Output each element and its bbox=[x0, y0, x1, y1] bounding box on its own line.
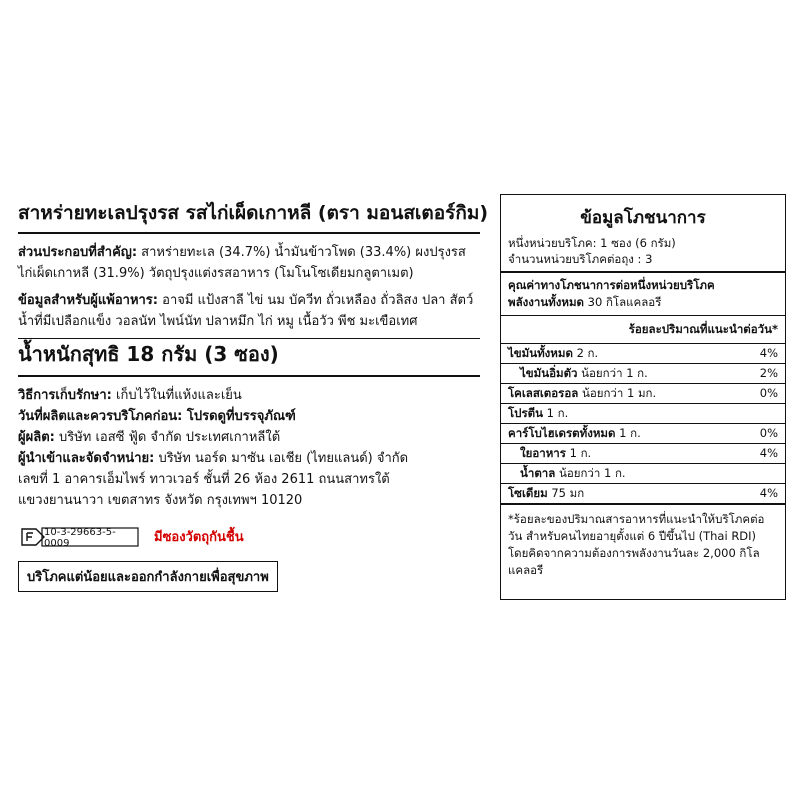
manufacturer-row bbox=[18, 427, 480, 448]
health-slogan: บริโภคแต่น้อยและออกกำลังกายเพื่อสุขภาพ bbox=[18, 561, 278, 592]
license-row bbox=[18, 525, 480, 549]
nutrient-row-protein bbox=[501, 403, 785, 423]
nutrient-row-carbohydrate bbox=[501, 423, 785, 443]
nutrient-label: โซเดียม bbox=[508, 486, 548, 500]
net-weight: น้ำหนักสุทธิ 18 กรัม (3 ซอง) bbox=[18, 342, 279, 366]
allergy-text: อาจมี แป้งสาลี ไข่ นม บัควีท ถั่วเหลือง ถั่วลิสง ปลา สัตว์น้ำที่มีเปลือกแข็ง วอลนัท ไพน์นัท ปลาหมึก ไก่ หมู เนื้อวัว พีช มะเขือเทศ bbox=[18, 292, 474, 329]
ingredients bbox=[18, 242, 480, 284]
nutrient-label: ใยอาหาร bbox=[520, 446, 566, 460]
energy-row bbox=[508, 294, 778, 311]
nutrient-value: น้อยกว่า 1 มก. bbox=[578, 386, 657, 400]
rdi-footnote: *ร้อยละของปริมาณสารอาหารที่แนะนำให้บริโภคต่อวัน สำหรับคนไทยอายุตั้งแต่ 6 ปีขึ้นไป (Thai RDI) โดยคิดจากความต้องการพลังงานวันละ 2,000 กิโลแคลอรี bbox=[508, 511, 765, 577]
fda-license-mark bbox=[18, 525, 140, 549]
energy-block bbox=[501, 273, 785, 315]
energy-label: พลังงานทั้งหมด bbox=[508, 294, 585, 309]
nutrient-label: โคเลสเตอรอล bbox=[508, 386, 579, 400]
nutrient-value: น้อยกว่า 1 ก. bbox=[555, 466, 626, 480]
dates-row bbox=[18, 406, 480, 427]
nutrient-value: น้อยกว่า 1 ก. bbox=[577, 366, 648, 380]
divider bbox=[18, 232, 480, 234]
nutrient-value: 1 ก. bbox=[565, 446, 592, 460]
product-info bbox=[18, 200, 489, 592]
manufacturer-label: ผู้ผลิต: bbox=[18, 429, 55, 445]
allergy-info bbox=[18, 290, 480, 332]
product-details bbox=[18, 385, 480, 511]
nutrient-percent: 4% bbox=[759, 346, 778, 360]
serving-size: หนึ่งหน่วยบริโภค: 1 ซอง (6 กรัม) bbox=[508, 236, 676, 250]
nutrient-label: คาร์โบไฮเดรตทั้งหมด bbox=[508, 426, 616, 440]
nutrient-row-total-fat bbox=[501, 343, 785, 363]
nutrient-row-cholesterol bbox=[501, 383, 785, 403]
allergy-label: ข้อมูลสำหรับผู้แพ้อาหาร: bbox=[18, 292, 158, 308]
dates-text: โปรดดูที่บรรจุภัณฑ์ bbox=[182, 408, 296, 424]
nutrient-percent: 4% bbox=[759, 446, 778, 460]
importer-label: ผู้นำเข้าและจัดจำหน่าย: bbox=[18, 450, 155, 466]
dates-label: วันที่ผลิตและควรบริโภคก่อน: bbox=[18, 408, 183, 424]
manufacturer-text: บริษัท เอสซี ฟู้ด จำกัด ประเทศเกาหลีใต้ bbox=[54, 429, 281, 445]
storage-label: วิธีการเก็บรักษา: bbox=[18, 387, 112, 403]
nutrient-percent: 4% bbox=[759, 486, 778, 500]
ingredients-text: สาหร่ายทะเล (34.7%) น้ำมันข้าวโพด (33.4%) ผงปรุงรสไก่เผ็ดเกาหลี (31.9%) วัตถุปรุงแต่งรสอาหาร (โมโนโซเดียมกลูตาเมต) bbox=[18, 244, 466, 281]
nutrient-percent bbox=[748, 405, 778, 422]
license-number: 10-3-29663-5-0009 bbox=[44, 526, 116, 549]
ingredients-label: ส่วนประกอบที่สำคัญ: bbox=[18, 244, 138, 260]
nutrient-percent bbox=[748, 465, 778, 482]
nutrient-percent: 0% bbox=[759, 386, 778, 400]
nutrient-label: ไขมันอิ่มตัว bbox=[520, 366, 578, 380]
nutrient-value: 75 มก bbox=[547, 486, 585, 500]
nutrient-percent: 0% bbox=[759, 426, 778, 440]
serving-info bbox=[501, 235, 785, 271]
servings-per-pack: จำนวนหน่วยบริโภคต่อถุง : 3 bbox=[508, 252, 653, 266]
energy-value: 30 กิโลแคลอรี bbox=[584, 294, 662, 309]
energy-header: คุณค่าทางโภชนาการต่อหนึ่งหน่วยบริโภค bbox=[508, 277, 715, 292]
divider bbox=[18, 375, 480, 377]
nutrient-percent: 2% bbox=[759, 366, 778, 380]
nutrient-row-saturated-fat bbox=[501, 363, 785, 383]
importer-address-2: แขวงยานนาวา เขตสาทร จังหวัด กรุงเทพฯ 10120 bbox=[18, 492, 303, 508]
nutrient-value: 1 ก. bbox=[615, 426, 641, 440]
divider bbox=[18, 338, 480, 340]
nutrient-row-sugar bbox=[501, 463, 785, 483]
nutrition-title: ข้อมูลโภชนาการ bbox=[580, 208, 706, 228]
nutrient-label: โปรตีน bbox=[508, 406, 543, 420]
nutrient-row-sodium bbox=[501, 483, 785, 503]
nutrient-label: ไขมันทั้งหมด bbox=[508, 346, 573, 360]
nutrient-label: น้ำตาล bbox=[520, 466, 556, 480]
nutrient-row-fiber bbox=[501, 443, 785, 463]
importer-address-1: เลขที่ 1 อาคารเอ็มไพร์ ทาวเวอร์ ชั้นที่ 26 ห้อง 2611 ถนนสาทรใต้ bbox=[18, 471, 390, 487]
product-title: สาหร่ายทะเลปรุงรส รสไก่เผ็ดเกาหลี (ตรา มอนสเตอร์กิม) bbox=[18, 202, 489, 224]
importer-line1: บริษัท นอร์ด มาซัน เอเชีย (ไทยแลนด์) จำกัด bbox=[154, 450, 409, 466]
importer-row bbox=[18, 448, 480, 469]
desiccant-warning: มีซองวัตถุกันชื้น bbox=[154, 530, 244, 545]
rdi-header: ร้อยละปริมาณที่แนะนำต่อวัน* bbox=[628, 322, 778, 336]
nutrient-value: 2 ก. bbox=[572, 346, 599, 360]
nutrient-value: 1 ก. bbox=[542, 406, 569, 420]
nutrition-facts-panel bbox=[500, 194, 786, 600]
storage-text: เก็บไว้ในที่แห้งและเย็น bbox=[111, 387, 242, 403]
storage-row bbox=[18, 385, 480, 406]
